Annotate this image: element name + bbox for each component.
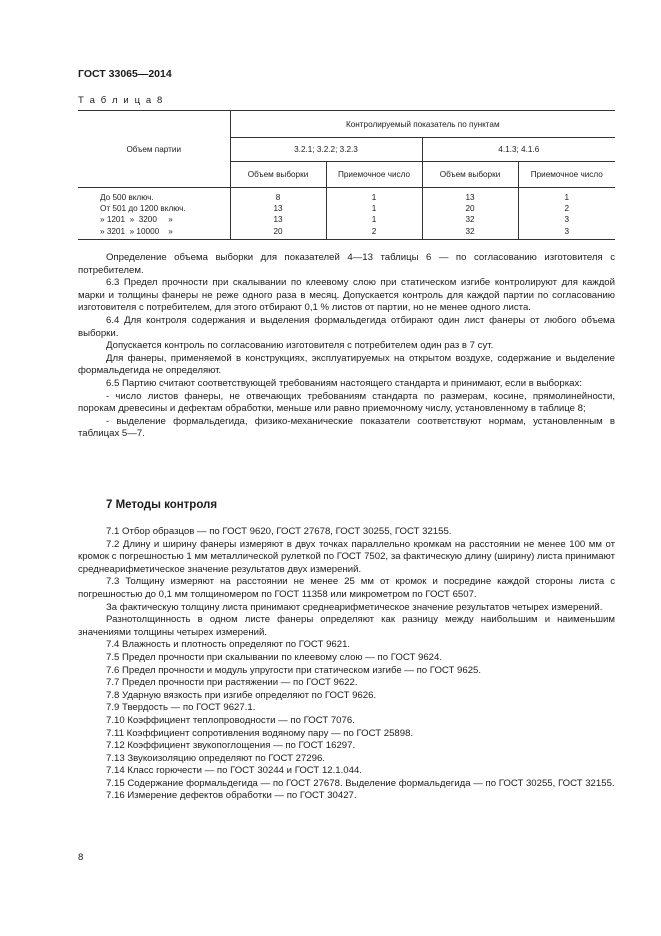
table-cell: 8	[275, 193, 281, 202]
paragraph: Разнотолщинность в одном листе фанеры определяют как разницу между наибольшим и наименьшим значениями толщины четырех измерений.	[78, 614, 615, 638]
table-cell: 13	[273, 215, 283, 225]
paragraph-6-3: 6.3 Предел прочности при скалывании по клеевому слою при статическом изгибе контролируют для каждой марки и толщины фанеры не реже одного раза в месяц. Допускается контроль для каждой партии по согласованию изготовителя с потребителем, для этого отбирают 0,1 % листов от партии, но не менее одного листа.	[78, 277, 615, 314]
table-cell: 1	[371, 215, 377, 225]
sampling-table	[78, 110, 615, 240]
paragraph-7-13: 7.13 Звукоизоляцию определяют по ГОСТ 27296.	[106, 752, 325, 764]
table-cell: 1	[371, 204, 377, 214]
g1-accept-column	[326, 188, 422, 240]
paragraph-7-10: 7.10 Коэффициент теплопроводности — по ГОСТ 7076.	[106, 714, 355, 726]
group-header-2: 4.1.3; 4.1.6	[422, 138, 615, 162]
paragraph-7-6: 7.6 Предел прочности и модуль упругости при статическом изгибе — по ГОСТ 9625.	[106, 664, 482, 676]
table-cell: 3	[564, 215, 570, 225]
paragraph-7-8: 7.8 Ударную вязкость при изгибе определяют по ГОСТ 9626.	[106, 689, 377, 701]
paragraph-7-2: 7.2 Длину и ширину фанеры измеряют в двух точках параллельно кромкам на расстоянии не менее 100 мм от кромок с погрешностью 1 мм металлической рулеткой по ГОСТ 7502, за фактическую длину (ширину) листа принимают среднеарифметическое значение результатов двух измерений.	[78, 538, 615, 575]
paragraph-7-1: 7.1 Отбор образцов — по ГОСТ 9620, ГОСТ 27678, ГОСТ 30255, ГОСТ 32155.	[106, 526, 452, 537]
document-header: ГОСТ 33065—2014	[78, 68, 172, 80]
table-cell: 2	[564, 204, 570, 214]
paragraph-7-15: 7.15 Содержание формальдегида — по ГОСТ 27678. Выделение формальдегида — по ГОСТ 30255, ГОСТ 32155.	[106, 777, 615, 789]
table-cell: 13	[465, 193, 475, 202]
paragraph-7-5: 7.5 Предел прочности при скалывании по клеевому слою — по ГОСТ 9624.	[106, 651, 443, 663]
paragraph-7-9: 7.9 Твердость — по ГОСТ 9627.1.	[106, 702, 256, 714]
subheader-sample-1: Объем выборки	[230, 162, 326, 188]
table-cell: 20	[465, 204, 475, 214]
table-cell: До 500 включ.	[100, 193, 154, 202]
table-cell: От 501 до 1200 включ.	[100, 204, 186, 214]
subheader-accept-1: Приемочное число	[326, 162, 422, 188]
paragraph-7-11: 7.11 Коэффициент сопротивления водяному пару — по ГОСТ 25898.	[106, 727, 414, 739]
paragraph-6-5: 6.5 Партию считают соответствующей требованиям настоящего стандарта и принимают, если в выборках:	[106, 377, 582, 389]
g1-sample-column	[230, 188, 326, 240]
paragraph: Допускается контроль по согласованию изготовителя с потребителем один раз в 7 сут.	[106, 340, 494, 352]
list-item: - выделение формальдегида, физико-механические показатели соответствуют нормам, установленным в таблицах 5—7.	[78, 415, 615, 440]
subheader-sample-2: Объем выборки	[422, 162, 518, 188]
table-cell: » 1201 » 3200 »	[100, 215, 173, 225]
section-7-title: 7 Методы контроля	[106, 499, 218, 511]
table-cell: 3	[564, 226, 570, 236]
table-cell: 1	[564, 193, 570, 202]
paragraph-7-3: 7.3 Толщину измеряют на расстоянии не менее 25 мм от кромок и посредине каждой стороны листа с погрешностью до 0,1 мм толщиномером по ГОСТ 11358 или микрометром по ГОСТ 6507.	[78, 576, 615, 600]
paragraph-7-7: 7.7 Предел прочности при растяжении — по ГОСТ 9622.	[106, 677, 358, 689]
table-label: Т а б л и ц а 8	[78, 95, 164, 106]
paragraph: Определение объема выборки для показателей 4—13 таблицы 6 — по согласованию изготовителя с потребителем.	[78, 252, 615, 276]
g2-accept-column	[518, 188, 615, 240]
list-item: - число листов фанеры, не отвечающих требованиям стандарта по размерам, косине, прямолинейности, порокам древесины и дефектам обработки, меньше или равно приемочному числу, установленному в таблице 8;	[78, 390, 615, 415]
col-header-party: Объем партии	[78, 111, 230, 188]
group-header-1: 3.2.1; 3.2.2; 3.2.3	[230, 138, 422, 162]
table-cell: » 3201 » 10000 »	[100, 226, 173, 236]
subheader-accept-2: Приемочное число	[518, 162, 615, 188]
table-cell: 32	[465, 226, 475, 236]
table-cell: 20	[273, 226, 283, 236]
paragraph: Для фанеры, применяемой в конструкциях, эксплуатируемых на открытом воздухе, содержание и выделение формальдегида не определяют.	[78, 352, 615, 377]
paragraph-6-4: 6.4 Для контроля содержания и выделения формальдегида отбирают один лист фанеры от любого объема выборки.	[78, 314, 615, 339]
table-cell: 32	[465, 215, 475, 225]
g2-sample-column	[422, 188, 518, 240]
section7-text	[78, 526, 615, 803]
paragraph: За фактическую толщину листа принимают среднеарифметическое значение результатов четырех измерений.	[106, 601, 603, 613]
page-number: 8	[78, 852, 84, 863]
party-column	[78, 188, 230, 240]
section6-text	[78, 252, 615, 441]
paragraph-7-4: 7.4 Влажность и плотность определяют по ГОСТ 9621.	[106, 639, 351, 651]
paragraph-7-12: 7.12 Коэффициент звукопоглощения — по ГОСТ 16297.	[106, 740, 356, 752]
paragraph-7-14: 7.14 Класс горючести — по ГОСТ 30244 и ГОСТ 12.1.044.	[106, 765, 362, 777]
paragraph-7-16: 7.16 Измерение дефектов обработки — по ГОСТ 30427.	[106, 790, 357, 802]
table-cell: 13	[273, 204, 283, 214]
col-header-controlled: Контролируемый показатель по пунктам	[230, 111, 615, 138]
table-cell: 2	[371, 226, 377, 236]
table-cell: 1	[371, 193, 377, 202]
